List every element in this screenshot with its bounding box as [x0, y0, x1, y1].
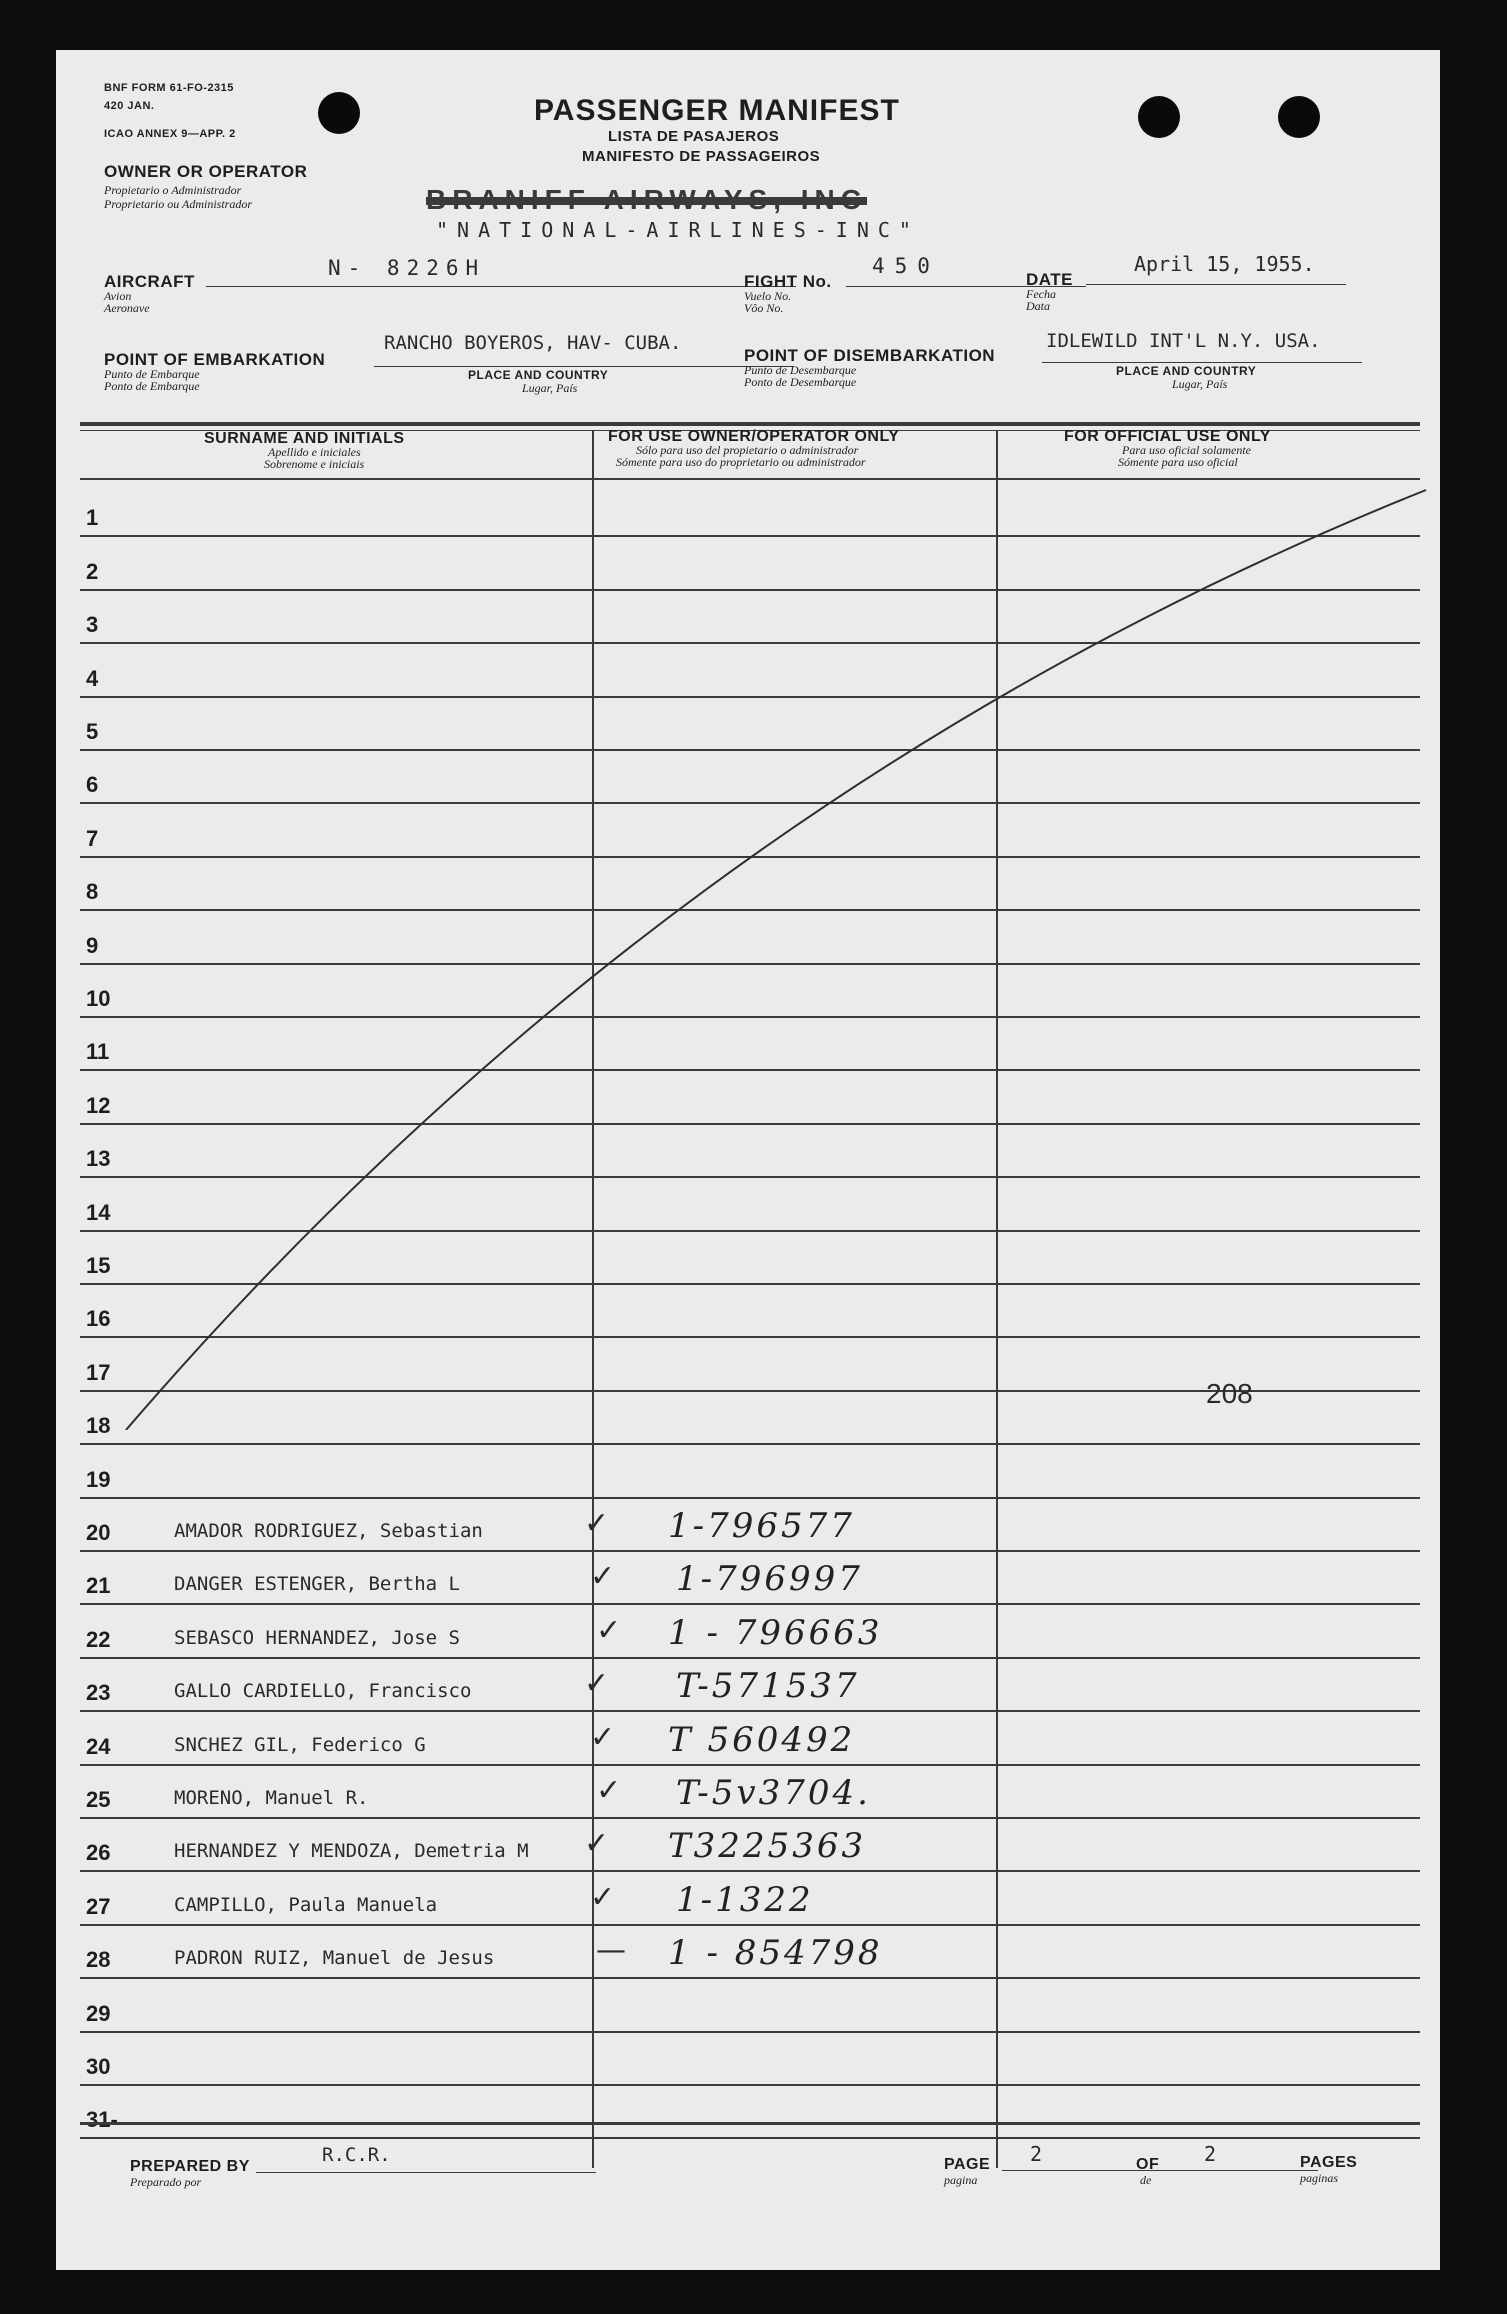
row-line — [80, 1710, 1420, 1712]
date-label-es: Fecha — [1026, 287, 1056, 301]
row-line — [80, 1603, 1420, 1605]
col-owner-es: Sólo para uso del propietario o administrador — [636, 443, 859, 457]
disembark-label-pt: Ponto de Desembarque — [744, 375, 857, 389]
pages-label: PAGES — [1300, 2154, 1358, 2171]
passenger-name: SNCHEZ GIL, Federico G — [174, 1733, 426, 1756]
ticket-number: 1-796577 — [668, 1506, 855, 1546]
row-number: 22 — [86, 1626, 111, 1652]
check-mark-icon: ✓ — [584, 1826, 610, 1862]
of-label-es: de — [1140, 2173, 1152, 2187]
punch-hole-right-2 — [1278, 96, 1320, 138]
check-mark-icon: ✓ — [590, 1559, 616, 1595]
disembark-value: IDLEWILD INT'L N.Y. USA. — [1046, 330, 1321, 352]
date-value: April 15, 1955. — [1134, 252, 1315, 276]
row-number: 18 — [86, 1413, 111, 1439]
ticket-number: 1-796997 — [676, 1559, 863, 1600]
embark-place-es: Lugar, País — [522, 381, 578, 395]
aircraft-value: N- 8226H — [328, 256, 486, 280]
row-number: 31- — [86, 2107, 118, 2133]
owner-label-es: Propietario o Administrador — [104, 183, 242, 197]
page-title-pt: MANIFESTO DE PASSAGEIROS — [582, 148, 821, 165]
ticket-number: 1 - 854798 — [668, 1933, 883, 1974]
row-line — [80, 2137, 1420, 2139]
form-number: BNF FORM 61-FO-2315 — [104, 82, 234, 94]
embark-line — [374, 366, 794, 367]
check-mark-icon: ✓ — [584, 1666, 610, 1702]
row-number: 25 — [86, 1787, 111, 1812]
check-mark-icon: ✓ — [584, 1506, 610, 1541]
date-line — [1086, 284, 1346, 285]
row-line — [80, 1497, 1420, 1499]
pages-label-es: paginas — [1300, 2171, 1339, 2185]
disembark-place-label: PLACE AND COUNTRY — [1116, 364, 1257, 378]
flight-value: 450 — [872, 254, 940, 278]
row-number: 28 — [86, 1947, 111, 1973]
check-mark-icon: ✓ — [590, 1719, 616, 1755]
manifest-sheet — [56, 50, 1440, 2270]
row-line — [80, 2031, 1420, 2033]
embark-value: RANCHO BOYEROS, HAV- CUBA. — [384, 332, 682, 354]
page-label-es: pagina — [944, 2173, 978, 2187]
passenger-name: PADRON RUIZ, Manuel de Jesus — [174, 1947, 495, 1970]
row-number: 3 — [86, 612, 99, 638]
date-label-pt: Data — [1026, 299, 1050, 313]
owner-value: "NATIONAL-AIRLINES-INC" — [436, 218, 920, 242]
row-line — [80, 1550, 1420, 1552]
passenger-name: DANGER ESTENGER, Bertha L — [174, 1573, 460, 1596]
aircraft-line — [206, 286, 796, 287]
punch-hole-right-1 — [1138, 96, 1180, 138]
col-surname-pt: Sobrenome e iniciais — [264, 457, 365, 471]
owner-struck-name: BRANIFF AIRWAYS, INC — [426, 184, 867, 215]
check-mark-icon: ✓ — [596, 1773, 622, 1808]
prepared-value: R.C.R. — [322, 2144, 391, 2166]
row-line — [80, 1870, 1420, 1872]
row-line — [80, 1443, 1420, 1445]
embark-label: POINT OF EMBARKATION — [104, 350, 326, 369]
form-jan: 420 JAN. — [104, 100, 155, 112]
row-number: 23 — [86, 1680, 111, 1706]
aircraft-label-es: Avion — [104, 289, 132, 303]
col-official-header: FOR OFFICIAL USE ONLY — [1064, 428, 1271, 445]
row-number: 26 — [86, 1840, 111, 1866]
passenger-name: SEBASCO HERNANDEZ, Jose S — [174, 1626, 460, 1649]
row-number: 7 — [86, 825, 99, 851]
passenger-name: CAMPILLO, Paula Manuela — [174, 1893, 438, 1916]
row-number: 16 — [86, 1306, 111, 1332]
passenger-name: GALLO CARDIELLO, Francisco — [174, 1680, 472, 1703]
row-number: 15 — [86, 1253, 111, 1278]
prepared-line — [256, 2172, 596, 2173]
page-value: 2 — [1030, 2142, 1043, 2166]
page-label: PAGE — [944, 2156, 991, 2173]
embark-place-label: PLACE AND COUNTRY — [468, 368, 609, 382]
prepared-label-es: Preparado por — [130, 2175, 202, 2189]
passenger-name: HERNANDEZ Y MENDOZA, Demetria M — [174, 1840, 529, 1863]
ticket-number: T-5v3704. — [676, 1773, 871, 1813]
col-official-pt: Sómente para uso oficial — [1118, 455, 1238, 469]
form-icao: ICAO ANNEX 9—APP. 2 — [104, 128, 236, 140]
col-surname-header: SURNAME AND INITIALS — [204, 430, 405, 447]
cancel-line — [56, 430, 1440, 1430]
row-number: 12 — [86, 1092, 111, 1118]
row-number: 21 — [86, 1573, 111, 1599]
disembark-line — [1042, 362, 1362, 363]
check-mark-icon: ✓ — [596, 1612, 622, 1648]
row-number: 4 — [86, 665, 99, 691]
row-number: 14 — [86, 1199, 111, 1225]
owner-label-pt: Proprietario ou Administrador — [104, 197, 253, 211]
row-line — [80, 2084, 1420, 2086]
flight-label-pt: Vôo No. — [744, 301, 784, 315]
row-number: 17 — [86, 1359, 111, 1385]
row-number: 29 — [86, 2000, 111, 2026]
aircraft-label: AIRCRAFT — [104, 272, 195, 291]
punch-hole-left — [318, 92, 360, 134]
row-number: 6 — [86, 772, 99, 798]
page-title: PASSENGER MANIFEST — [534, 94, 900, 127]
date-label: DATE — [1026, 270, 1074, 289]
ticket-number: 1-1322 — [676, 1879, 814, 1920]
flight-label: FIGHT No. — [744, 272, 832, 291]
row-number: 24 — [86, 1733, 111, 1759]
ticket-number: T-571537 — [676, 1666, 860, 1707]
row-line — [80, 1764, 1420, 1766]
row-number: 30 — [86, 2054, 111, 2079]
col-owner-pt: Sómente para uso do proprietario ou administrador — [616, 455, 866, 469]
col-surname-es: Apellido e iniciales — [268, 445, 361, 459]
ticket-number: T3225363 — [668, 1826, 867, 1867]
table-top-rule — [80, 422, 1420, 426]
passenger-name: AMADOR RODRIGUEZ, Sebastian — [174, 1520, 483, 1542]
row-line — [80, 1924, 1420, 1926]
row-line — [80, 1657, 1420, 1659]
row-number: 2 — [86, 558, 99, 584]
table-bottom-rule — [80, 2122, 1420, 2125]
owner-label: OWNER OR OPERATOR — [104, 162, 308, 181]
of-label: OF — [1136, 2156, 1160, 2173]
col-official-es: Para uso oficial solamente — [1122, 443, 1251, 457]
row-number: 27 — [86, 1893, 111, 1919]
flight-label-es: Vuelo No. — [744, 289, 792, 303]
ticket-number: 1 - 796663 — [668, 1612, 883, 1653]
of-line — [1168, 2170, 1318, 2171]
disembark-label-es: Punto de Desembarque — [744, 363, 857, 377]
embark-label-pt: Ponto de Embarque — [104, 379, 200, 393]
aircraft-label-pt: Aeronave — [104, 301, 150, 315]
ticket-number: T 560492 — [668, 1719, 856, 1760]
disembark-place-es: Lugar, País — [1172, 377, 1228, 391]
page-title-es: LISTA DE PASAJEROS — [608, 128, 780, 145]
prepared-label: PREPARED BY — [130, 2158, 250, 2175]
row-number: 20 — [86, 1520, 111, 1545]
row-number: 13 — [86, 1146, 111, 1172]
row-number: 11 — [86, 1039, 110, 1065]
row-number: 10 — [86, 986, 111, 1011]
row-number: 19 — [86, 1466, 111, 1492]
embark-label-es: Punto de Embarque — [104, 367, 200, 381]
row-number: 9 — [86, 932, 99, 958]
col-owner-header: FOR USE OWNER/OPERATOR ONLY — [608, 428, 900, 445]
check-mark-icon: — — [596, 1933, 626, 1969]
official-note: 208 — [1206, 1378, 1253, 1409]
row-number: 5 — [86, 719, 99, 744]
row-line — [80, 1817, 1420, 1819]
row-line — [80, 1977, 1420, 1979]
check-mark-icon: ✓ — [590, 1879, 616, 1915]
row-number: 1 — [86, 505, 99, 531]
row-number: 8 — [86, 879, 99, 905]
disembark-label: POINT OF DISEMBARKATION — [744, 346, 996, 365]
passenger-name: MORENO, Manuel R. — [174, 1787, 369, 1809]
total-pages-value: 2 — [1204, 2142, 1217, 2166]
